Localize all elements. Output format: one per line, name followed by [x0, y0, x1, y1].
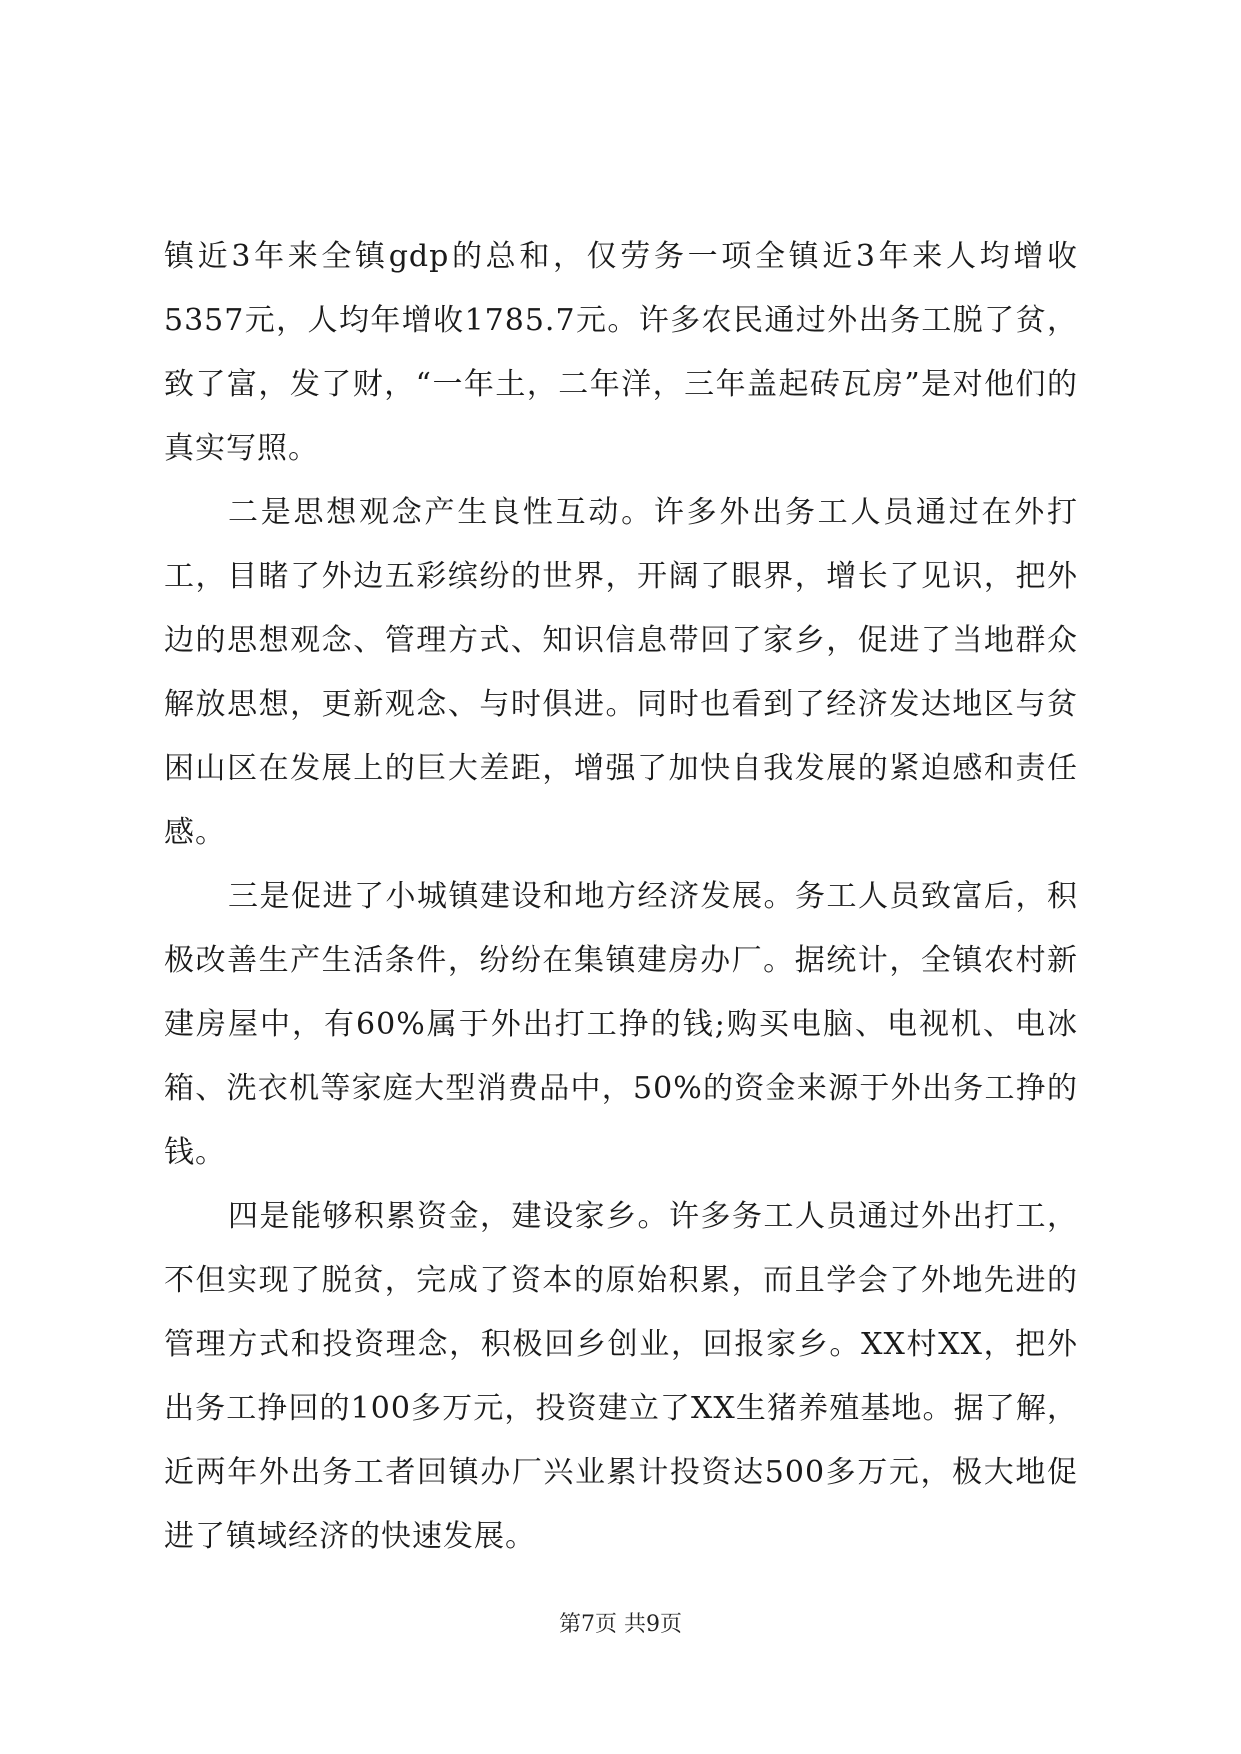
paragraph-ideas: 二是思想观念产生良性互动。许多外出务工人员通过在外打工，目睹了外边五彩缤纷的世界，开阔了眼界，增长了见识，把外边的思想观念、管理方式、知识信息带回了家乡，促进了当地群众解放思想，更新观念、与时俱进。同时也看到了经济发达地区与贫困山区在发展上的巨大差距，增强了加快自我发展的紧迫感和责任感。 — [164, 495, 1078, 850]
page-number-footer: 第7页 共9页 — [559, 1612, 682, 1637]
paragraph-continued: 镇近3年来全镇gdp的总和，仅劳务一项全镇近3年来人均增收5357元，人均年增收1785.7元。许多农民通过外出务工脱了贫，致了富，发了财，“一年土，二年洋，三年盖起砖瓦房”是对他们的真实写照。 — [164, 239, 1078, 466]
document-body — [164, 225, 1078, 1569]
paragraph-town-construction: 三是促进了小城镇建设和地方经济发展。务工人员致富后，积极改善生产生活条件，纷纷在集镇建房办厂。据统计，全镇农村新建房屋中，有60%属于外出打工挣的钱;购买电脑、电视机、电冰箱、洗衣机等家庭大型消费品中，50%的资金来源于外出务工挣的钱。 — [164, 879, 1078, 1170]
paragraph-capital: 四是能够积累资金，建设家乡。许多务工人员通过外出打工，不但实现了脱贫，完成了资本的原始积累，而且学会了外地先进的管理方式和投资理念，积极回乡创业，回报家乡。XX村XX，把外出务工挣回的100多万元，投资建立了XX生猪养殖基地。据了解，近两年外出务工者回镇办厂兴业累计投资达500多万元，极大地促进了镇域经济的快速发展。 — [164, 1199, 1078, 1554]
